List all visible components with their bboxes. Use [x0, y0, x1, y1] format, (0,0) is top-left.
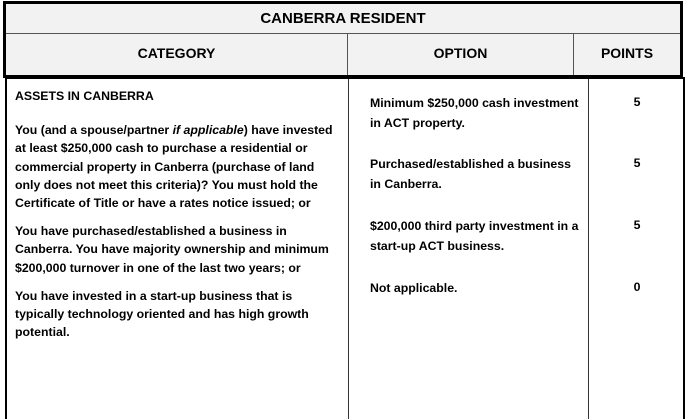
column-divider [588, 79, 589, 419]
table-body [5, 77, 685, 419]
option-cell: Minimum $250,000 cash investment in ACT property. [370, 96, 579, 130]
column-header-points: POINTS [600, 45, 654, 61]
points-cell: 5 [633, 218, 641, 232]
text-emphasis: if applicable [172, 123, 244, 138]
option-cell: Not applicable. [370, 281, 458, 295]
option-cell: Purchased/established a business in Canberra. [370, 157, 571, 191]
table-header [3, 1, 683, 78]
category-paragraph: You have purchased/established a business in Canberra. You have majority ownership and minimum $200,000 turnover in one of the last two years; or [15, 224, 329, 275]
column-divider [348, 79, 349, 419]
category-paragraph [15, 121, 340, 212]
text: ) have invested at least $250,000 cash to purchase a residential or commercial property in Canberra (purchase of land only does not meet this criteria)? You must hold the Certificate of Title or have a rates notice issued; or [15, 123, 333, 211]
table-title: CANBERRA RESIDENT [6, 4, 680, 34]
category-paragraph: You have invested in a start-up business that is typically technology oriented and has high growth potential. [15, 288, 309, 340]
option-cell: $200,000 third party investment in a start-up ACT business. [370, 219, 579, 253]
column-header-option: OPTION [348, 34, 574, 75]
text: You (and a spouse/partner [15, 123, 173, 138]
column-header-category: CATEGORY [6, 34, 348, 75]
points-cell: 5 [633, 156, 641, 170]
points-cell: 5 [633, 95, 641, 109]
category-cell [15, 87, 340, 351]
category-heading: ASSETS IN CANBERRA [15, 89, 154, 103]
points-cell: 0 [633, 280, 641, 294]
